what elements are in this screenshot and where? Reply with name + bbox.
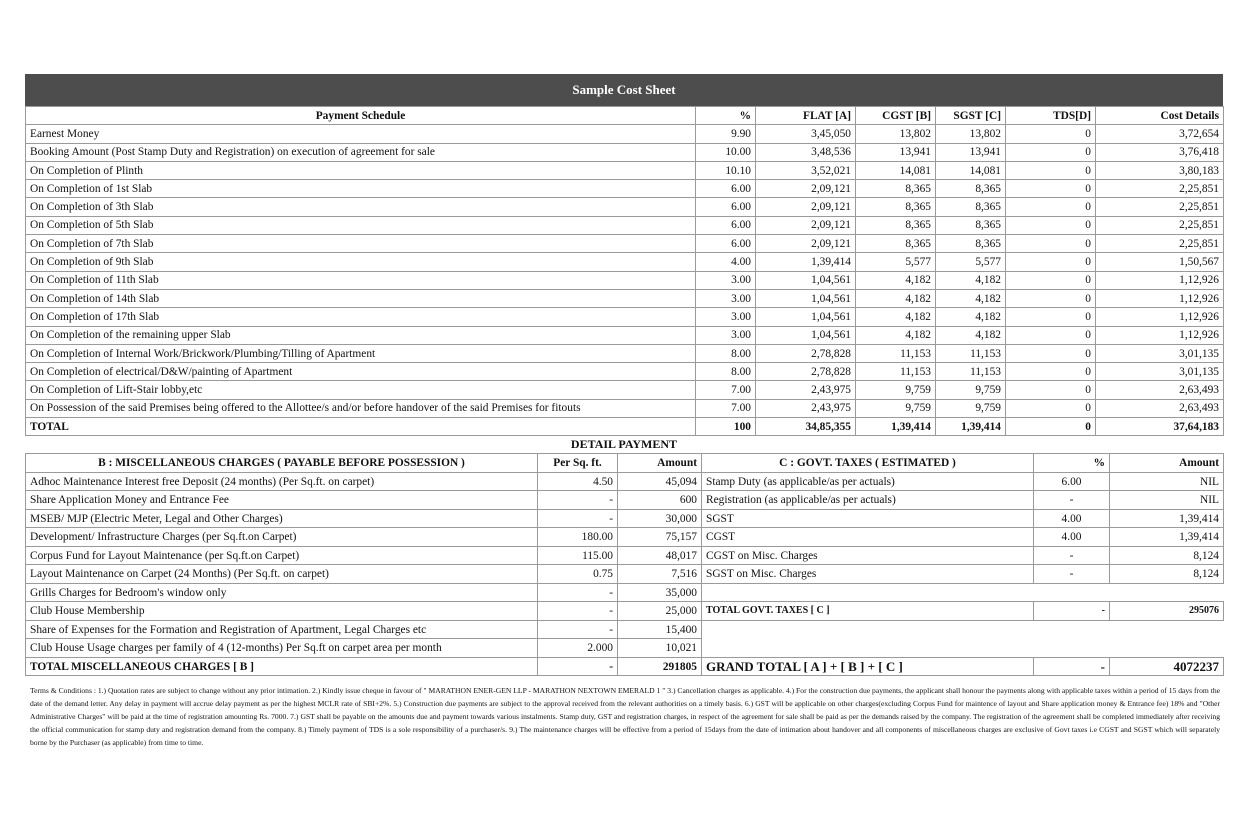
percent-cell: 3.00 bbox=[696, 308, 756, 326]
table-row bbox=[26, 326, 1224, 344]
table-row bbox=[26, 509, 1224, 528]
sgst-cell: 11,153 bbox=[936, 363, 1006, 381]
milestone-cell: On Completion of 14th Slab bbox=[26, 289, 696, 307]
misc-per-sqft-cell: 115.00 bbox=[538, 546, 618, 565]
percent-cell: 7.00 bbox=[696, 399, 756, 417]
percent-cell: 10.00 bbox=[696, 143, 756, 161]
cost-cell: 1,12,926 bbox=[1096, 289, 1224, 307]
cost-cell: 3,80,183 bbox=[1096, 161, 1224, 179]
misc-per-sqft-cell: - bbox=[538, 583, 618, 602]
tds-cell: 0 bbox=[1006, 161, 1096, 179]
misc-description-cell: Club House Usage charges per family of 4 (12-months) Per Sq.ft on carpet area per month bbox=[26, 639, 538, 658]
milestone-cell: On Completion of 11th Slab bbox=[26, 271, 696, 289]
table-row bbox=[26, 639, 1224, 658]
misc-amount-cell: 48,017 bbox=[618, 546, 702, 565]
govt-amount-cell: 1,39,414 bbox=[1110, 509, 1224, 528]
table-row bbox=[26, 381, 1224, 399]
misc-description-cell: MSEB/ MJP (Electric Meter, Legal and Other Charges) bbox=[26, 509, 538, 528]
misc-per-sqft-cell: 180.00 bbox=[538, 528, 618, 547]
sgst-cell: 13,941 bbox=[936, 143, 1006, 161]
total-flat-cell: 34,85,355 bbox=[756, 418, 856, 436]
misc-amount-cell: 30,000 bbox=[618, 509, 702, 528]
cgst-cell: 5,577 bbox=[856, 253, 936, 271]
flat-cell: 2,78,828 bbox=[756, 344, 856, 362]
tds-cell: 0 bbox=[1006, 326, 1096, 344]
flat-cell: 1,04,561 bbox=[756, 289, 856, 307]
flat-cell: 2,43,975 bbox=[756, 381, 856, 399]
table-row bbox=[26, 491, 1224, 510]
cost-cell: 2,25,851 bbox=[1096, 216, 1224, 234]
sgst-cell: 4,182 bbox=[936, 326, 1006, 344]
milestone-cell: On Completion of 17th Slab bbox=[26, 308, 696, 326]
table-row bbox=[26, 565, 1224, 584]
col-flat: FLAT [A] bbox=[756, 107, 856, 125]
tds-cell: 0 bbox=[1006, 289, 1096, 307]
flat-cell: 1,39,414 bbox=[756, 253, 856, 271]
sgst-cell: 5,577 bbox=[936, 253, 1006, 271]
terms-and-conditions: Terms & Conditions : 1.) Quotation rates are subject to change without any prior intimation. 2.) Kindly issue cheque in favour of " MARATHON ENER-GEN LLP - MARATHON NEXTOWN EMERALD 1 " 3.) Cancellation charges as applicable. 4.) For the construction due payments, the applicant shall honour the payments along with applicable taxes within a period of 15 days from the date of the demand letter. Any delay in payment will accrue delay payment as per the highest MCLR rate of SBI+2%. 5.) Construction due payments are subject to the approval received from the relevant authorities on a timely basis. 6.) GST will be applicable on other charges(excluding Corpus Fund for maintence of layout and Share application money & Entrance fee) 18% and "Other Administrative Charges" will be paid at the time of registration amounting Rs. 7000. 7.) GST shall be payable on the amounts due and payment towards various instalments. Stamp duty, GST and registration charges, in respect of the agreement for sale shall be paid as per the demands raised by the company. The registration of the agreement shall be completed immediately after receiving the official communication for stamp duty and registration demand from the company. 8.) Timely payment of TDS is a sole responsibility of a purchaser/s. 9.) The maintenance charges will be effective from a period of 15days from the date of intimation about handover and all components of miscellaneous charges are exclusive of Govt taxes i.e CGST and SGST which will separately borne by the Purchaser (as applicable) from time to time. bbox=[30, 686, 1220, 747]
flat-cell: 3,48,536 bbox=[756, 143, 856, 161]
table-row bbox=[26, 308, 1224, 326]
percent-cell: 8.00 bbox=[696, 363, 756, 381]
misc-description-cell: Development/ Infrastructure Charges (per Sq.ft.on Carpet) bbox=[26, 528, 538, 547]
cost-cell: 1,12,926 bbox=[1096, 308, 1224, 326]
cgst-cell: 4,182 bbox=[856, 326, 936, 344]
tds-cell: 0 bbox=[1006, 143, 1096, 161]
cost-cell: 2,63,493 bbox=[1096, 399, 1224, 417]
percent-cell: 3.00 bbox=[696, 289, 756, 307]
govt-description-cell: CGST on Misc. Charges bbox=[702, 546, 1034, 565]
col-govt-percent: % bbox=[1034, 454, 1110, 473]
cgst-cell: 14,081 bbox=[856, 161, 936, 179]
percent-cell: 10.10 bbox=[696, 161, 756, 179]
col-govt-amount: Amount bbox=[1110, 454, 1224, 473]
milestone-cell: On Possession of the said Premises being offered to the Allottee/s and/or before handover of the said Premises for fitouts bbox=[26, 399, 696, 417]
misc-description-cell: Corpus Fund for Layout Maintenance (per Sq.ft.on Carpet) bbox=[26, 546, 538, 565]
govt-total-description-cell: TOTAL GOVT. TAXES [ C ] bbox=[702, 602, 1034, 621]
misc-amount-cell: 25,000 bbox=[618, 602, 702, 621]
schedule-header-row bbox=[26, 107, 1224, 125]
cost-cell: 2,25,851 bbox=[1096, 198, 1224, 216]
milestone-cell: On Completion of electrical/D&W/painting of Apartment bbox=[26, 363, 696, 381]
govt-description-cell: Stamp Duty (as applicable/as per actuals) bbox=[702, 472, 1034, 491]
tds-cell: 0 bbox=[1006, 253, 1096, 271]
tds-cell: 0 bbox=[1006, 399, 1096, 417]
grand-total-description-cell: GRAND TOTAL [ A ] + [ B ] + [ C ] bbox=[702, 657, 1034, 676]
flat-cell: 2,43,975 bbox=[756, 399, 856, 417]
sgst-cell: 14,081 bbox=[936, 161, 1006, 179]
govt-description-cell: SGST bbox=[702, 509, 1034, 528]
col-payment-schedule: Payment Schedule bbox=[26, 107, 696, 125]
cgst-cell: 4,182 bbox=[856, 308, 936, 326]
percent-cell: 6.00 bbox=[696, 235, 756, 253]
tds-cell: 0 bbox=[1006, 216, 1096, 234]
cgst-cell: 13,802 bbox=[856, 125, 936, 143]
sgst-cell: 9,759 bbox=[936, 381, 1006, 399]
cgst-cell: 8,365 bbox=[856, 235, 936, 253]
percent-cell: 6.00 bbox=[696, 180, 756, 198]
sheet-title: Sample Cost Sheet bbox=[25, 74, 1223, 106]
total-cgst-cell: 1,39,414 bbox=[856, 418, 936, 436]
misc-per-sqft-cell: - bbox=[538, 602, 618, 621]
govt-percent-cell: 4.00 bbox=[1034, 528, 1110, 547]
misc-per-sqft-cell: - bbox=[538, 620, 618, 639]
flat-cell: 1,04,561 bbox=[756, 271, 856, 289]
cost-cell: 1,12,926 bbox=[1096, 326, 1224, 344]
misc-description-cell: Share of Expenses for the Formation and Registration of Apartment, Legal Charges etc bbox=[26, 620, 538, 639]
cgst-cell: 11,153 bbox=[856, 363, 936, 381]
govt-description-cell: CGST bbox=[702, 528, 1034, 547]
cgst-cell: 9,759 bbox=[856, 381, 936, 399]
table-row bbox=[26, 235, 1224, 253]
sgst-cell: 9,759 bbox=[936, 399, 1006, 417]
col-cost-details: Cost Details bbox=[1096, 107, 1224, 125]
misc-per-sqft-cell: - bbox=[538, 491, 618, 510]
milestone-cell: On Completion of Plinth bbox=[26, 161, 696, 179]
govt-amount-cell: NIL bbox=[1110, 491, 1224, 510]
cgst-cell: 9,759 bbox=[856, 399, 936, 417]
flat-cell: 2,09,121 bbox=[756, 198, 856, 216]
table-row bbox=[26, 620, 1224, 639]
detail-header-row bbox=[26, 454, 1224, 473]
cgst-cell: 4,182 bbox=[856, 271, 936, 289]
misc-description-cell: Adhoc Maintenance Interest free Deposit (24 months) (Per Sq.ft. on carpet) bbox=[26, 472, 538, 491]
col-tds: TDS[D] bbox=[1006, 107, 1096, 125]
govt-description-cell: Registration (as applicable/as per actuals) bbox=[702, 491, 1034, 510]
cost-cell: 3,01,135 bbox=[1096, 344, 1224, 362]
cost-cell: 2,25,851 bbox=[1096, 180, 1224, 198]
empty-cell bbox=[702, 639, 1224, 658]
percent-cell: 6.00 bbox=[696, 216, 756, 234]
cost-cell: 3,76,418 bbox=[1096, 143, 1224, 161]
govt-total-amount-cell: 295076 bbox=[1110, 602, 1224, 621]
cgst-cell: 13,941 bbox=[856, 143, 936, 161]
col-percent: % bbox=[696, 107, 756, 125]
table-row bbox=[26, 271, 1224, 289]
cgst-cell: 4,182 bbox=[856, 289, 936, 307]
grand-total-percent-cell: - bbox=[1034, 657, 1110, 676]
cost-cell: 2,25,851 bbox=[1096, 235, 1224, 253]
misc-description-cell: Layout Maintenance on Carpet (24 Months) (Per Sq.ft. on carpet) bbox=[26, 565, 538, 584]
milestone-cell: On Completion of Lift-Stair lobby,etc bbox=[26, 381, 696, 399]
table-row bbox=[26, 161, 1224, 179]
govt-percent-cell: - bbox=[1034, 546, 1110, 565]
col-govt-taxes: C : GOVT. TAXES ( ESTIMATED ) bbox=[702, 454, 1034, 473]
table-row bbox=[26, 180, 1224, 198]
cgst-cell: 8,365 bbox=[856, 216, 936, 234]
flat-cell: 2,09,121 bbox=[756, 180, 856, 198]
milestone-cell: On Completion of 1st Slab bbox=[26, 180, 696, 198]
misc-total-description-cell: TOTAL MISCELLANEOUS CHARGES [ B ] bbox=[26, 657, 538, 676]
schedule-total-row bbox=[26, 418, 1224, 436]
cost-cell: 3,01,135 bbox=[1096, 363, 1224, 381]
tds-cell: 0 bbox=[1006, 198, 1096, 216]
detail-payment-title: DETAIL PAYMENT bbox=[570, 437, 678, 452]
govt-percent-cell: - bbox=[1034, 491, 1110, 510]
table-row bbox=[26, 657, 1224, 676]
sgst-cell: 8,365 bbox=[936, 198, 1006, 216]
flat-cell: 1,04,561 bbox=[756, 326, 856, 344]
sgst-cell: 4,182 bbox=[936, 308, 1006, 326]
empty-cell bbox=[702, 620, 1224, 639]
misc-amount-cell: 75,157 bbox=[618, 528, 702, 547]
col-per-sqft: Per Sq. ft. bbox=[538, 454, 618, 473]
percent-cell: 6.00 bbox=[696, 198, 756, 216]
sgst-cell: 8,365 bbox=[936, 235, 1006, 253]
sgst-cell: 4,182 bbox=[936, 289, 1006, 307]
cgst-cell: 11,153 bbox=[856, 344, 936, 362]
percent-cell: 8.00 bbox=[696, 344, 756, 362]
percent-cell: 9.90 bbox=[696, 125, 756, 143]
cost-cell: 2,63,493 bbox=[1096, 381, 1224, 399]
percent-cell: 3.00 bbox=[696, 326, 756, 344]
flat-cell: 2,09,121 bbox=[756, 235, 856, 253]
table-row bbox=[26, 583, 1224, 602]
sgst-cell: 8,365 bbox=[936, 180, 1006, 198]
table-row bbox=[26, 528, 1224, 547]
flat-cell: 1,04,561 bbox=[756, 308, 856, 326]
table-row bbox=[26, 363, 1224, 381]
total-cost-cell: 37,64,183 bbox=[1096, 418, 1224, 436]
cost-cell: 1,12,926 bbox=[1096, 271, 1224, 289]
tds-cell: 0 bbox=[1006, 381, 1096, 399]
tds-cell: 0 bbox=[1006, 180, 1096, 198]
govt-percent-cell: 4.00 bbox=[1034, 509, 1110, 528]
grand-total-amount-cell: 4072237 bbox=[1110, 657, 1224, 676]
flat-cell: 3,52,021 bbox=[756, 161, 856, 179]
misc-amount-cell: 15,400 bbox=[618, 620, 702, 639]
misc-per-sqft-cell: 2.000 bbox=[538, 639, 618, 658]
misc-total-amount-cell: 291805 bbox=[618, 657, 702, 676]
empty-cell bbox=[702, 583, 1224, 602]
cost-sheet bbox=[25, 74, 1223, 676]
govt-percent-cell: 6.00 bbox=[1034, 472, 1110, 491]
percent-cell: 7.00 bbox=[696, 381, 756, 399]
misc-per-sqft-cell: - bbox=[538, 509, 618, 528]
tds-cell: 0 bbox=[1006, 235, 1096, 253]
govt-amount-cell: 1,39,414 bbox=[1110, 528, 1224, 547]
sgst-cell: 13,802 bbox=[936, 125, 1006, 143]
flat-cell: 3,45,050 bbox=[756, 125, 856, 143]
tds-cell: 0 bbox=[1006, 308, 1096, 326]
misc-amount-cell: 7,516 bbox=[618, 565, 702, 584]
milestone-cell: On Completion of 9th Slab bbox=[26, 253, 696, 271]
tds-cell: 0 bbox=[1006, 271, 1096, 289]
misc-amount-cell: 45,094 bbox=[618, 472, 702, 491]
govt-amount-cell: NIL bbox=[1110, 472, 1224, 491]
tds-cell: 0 bbox=[1006, 363, 1096, 381]
col-misc-amount: Amount bbox=[618, 454, 702, 473]
govt-total-percent-cell: - bbox=[1034, 602, 1110, 621]
table-row bbox=[26, 125, 1224, 143]
misc-per-sqft-cell: 0.75 bbox=[538, 565, 618, 584]
govt-amount-cell: 8,124 bbox=[1110, 546, 1224, 565]
cgst-cell: 8,365 bbox=[856, 198, 936, 216]
milestone-cell: On Completion of 3th Slab bbox=[26, 198, 696, 216]
sgst-cell: 8,365 bbox=[936, 216, 1006, 234]
govt-percent-cell: - bbox=[1034, 565, 1110, 584]
table-row bbox=[26, 216, 1224, 234]
misc-amount-cell: 35,000 bbox=[618, 583, 702, 602]
tds-cell: 0 bbox=[1006, 344, 1096, 362]
flat-cell: 2,09,121 bbox=[756, 216, 856, 234]
table-row bbox=[26, 253, 1224, 271]
tds-cell: 0 bbox=[1006, 125, 1096, 143]
total-milestone-cell: TOTAL bbox=[26, 418, 696, 436]
table-row bbox=[26, 399, 1224, 417]
milestone-cell: On Completion of 7th Slab bbox=[26, 235, 696, 253]
payment-schedule-table bbox=[25, 106, 1224, 436]
sgst-cell: 11,153 bbox=[936, 344, 1006, 362]
table-row bbox=[26, 143, 1224, 161]
total-tds-cell: 0 bbox=[1006, 418, 1096, 436]
table-row bbox=[26, 472, 1224, 491]
table-row bbox=[26, 546, 1224, 565]
table-row bbox=[26, 602, 1224, 621]
table-row bbox=[26, 344, 1224, 362]
misc-per-sqft-cell: 4.50 bbox=[538, 472, 618, 491]
col-cgst: CGST [B] bbox=[856, 107, 936, 125]
misc-total-per-sqft-cell: - bbox=[538, 657, 618, 676]
sgst-cell: 4,182 bbox=[936, 271, 1006, 289]
cgst-cell: 8,365 bbox=[856, 180, 936, 198]
detail-payment-table bbox=[25, 453, 1224, 676]
govt-amount-cell: 8,124 bbox=[1110, 565, 1224, 584]
milestone-cell: On Completion of the remaining upper Slab bbox=[26, 326, 696, 344]
total-sgst-cell: 1,39,414 bbox=[936, 418, 1006, 436]
milestone-cell: Earnest Money bbox=[26, 125, 696, 143]
misc-amount-cell: 600 bbox=[618, 491, 702, 510]
cost-cell: 3,72,654 bbox=[1096, 125, 1224, 143]
percent-cell: 4.00 bbox=[696, 253, 756, 271]
col-sgst: SGST [C] bbox=[936, 107, 1006, 125]
table-row bbox=[26, 198, 1224, 216]
total-percent-cell: 100 bbox=[696, 418, 756, 436]
misc-description-cell: Share Application Money and Entrance Fee bbox=[26, 491, 538, 510]
misc-description-cell: Club House Membership bbox=[26, 602, 538, 621]
govt-description-cell: SGST on Misc. Charges bbox=[702, 565, 1034, 584]
milestone-cell: On Completion of Internal Work/Brickwork/Plumbing/Tilling of Apartment bbox=[26, 344, 696, 362]
table-row bbox=[26, 289, 1224, 307]
cost-cell: 1,50,567 bbox=[1096, 253, 1224, 271]
misc-description-cell: Grills Charges for Bedroom's window only bbox=[26, 583, 538, 602]
col-misc-charges: B : MISCELLANEOUS CHARGES ( PAYABLE BEFORE POSSESSION ) bbox=[26, 454, 538, 473]
milestone-cell: On Completion of 5th Slab bbox=[26, 216, 696, 234]
flat-cell: 2,78,828 bbox=[756, 363, 856, 381]
milestone-cell: Booking Amount (Post Stamp Duty and Registration) on execution of agreement for sale bbox=[26, 143, 696, 161]
percent-cell: 3.00 bbox=[696, 271, 756, 289]
misc-amount-cell: 10,021 bbox=[618, 639, 702, 658]
